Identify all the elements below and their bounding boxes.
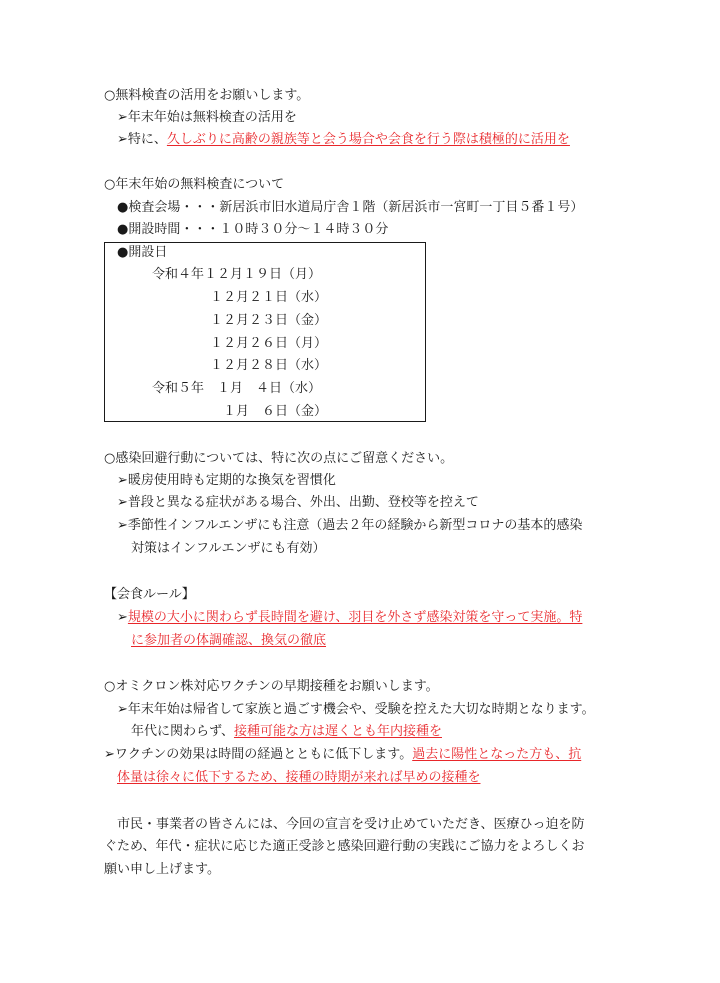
section1-item1: ➢年末年始は無料検査の活用を	[117, 110, 297, 125]
open-date: １２月２１日（水）	[210, 290, 328, 305]
section5-item2-highlight-1: 過去に陽性となった方も、抗	[412, 747, 582, 762]
section5-item2-highlight-2: 体量は徐々に低下するため、接種の時期が来れば早めの接種を	[117, 770, 481, 785]
section5-item1-line2	[131, 723, 442, 741]
section1-heading: ○無料検査の活用をお願いします。	[104, 88, 310, 103]
section5-item2-line1	[104, 746, 581, 764]
open-dates-label: ●開設日	[117, 245, 168, 260]
closing-line1: 市民・事業者の皆さんには、今回の宣言を受け止めていただき、医療ひっ迫を防	[117, 817, 585, 832]
section3-heading: ○感染回避行動については、特に次の点にご留意ください。	[104, 451, 454, 466]
dining-rules-arrow: ➢	[117, 610, 128, 625]
section5-item1-line1: ➢年末年始は帰省して家族と過ごす機会や、受験を控えた大切な時期となります。	[117, 702, 595, 717]
open-date: 令和４年１２月１９日（月）	[152, 267, 322, 282]
dining-rules-heading: 【会食ルール】	[104, 587, 195, 602]
dining-rules-highlight-1: 規模の大小に関わらず長時間を避け、羽目を外さず感染対策を守って実施。特	[127, 610, 583, 625]
section1-item2-prefix: ➢特に、	[117, 132, 167, 147]
section1-item2	[117, 131, 570, 149]
open-date: １２月２６日（月）	[210, 336, 328, 351]
section5-item1-highlight: 接種可能な方は遅くとも年内接種を	[233, 724, 442, 739]
open-date: １２月２３日（金）	[210, 313, 328, 328]
section5-item2-prefix: ➢ワクチンの効果は時間の経過とともに低下します。	[104, 747, 413, 762]
testing-hours: ●開設時間・・・１０時３０分～１４時３０分	[117, 222, 389, 237]
testing-venue: ●検査会場・・・新居浜市旧水道局庁舎１階（新居浜市一宮町一丁目５番１号）	[117, 200, 584, 215]
open-date: １月 ６日（金）	[223, 404, 328, 419]
section2-heading: ○年末年始の無料検査について	[104, 177, 285, 192]
dining-rules-highlight-2: に参加者の体調確認、換気の徹底	[131, 633, 327, 648]
section5-item2-line2	[117, 769, 480, 787]
section1-item2-highlight: 久しぶりに高齢の親族等と会う場合や会食を行う際は積極的に活用を	[166, 132, 570, 147]
open-date: １２月２８日（水）	[210, 358, 328, 373]
dining-rules-line1	[117, 609, 582, 627]
section3-item3-line2: 対策はインフルエンザにも有効）	[131, 541, 326, 556]
open-date: 令和５年 １月 ４日（水）	[152, 381, 322, 396]
section3-item3-line1: ➢季節性インフルエンザにも注意（過去２年の経験から新型コロナの基本的感染	[117, 518, 583, 533]
section5-item1-prefix: 年代に関わらず、	[131, 724, 234, 739]
section3-item2: ➢普段と異なる症状がある場合、外出、出勤、登校等を控えて	[117, 495, 479, 510]
closing-line2: ぐため、年代・症状に応じた適正受診と感染回避行動の実践にご協力をよろしくお	[104, 839, 585, 854]
dining-rules-line2	[131, 632, 326, 650]
section5-heading: ○オミクロン株対応ワクチンの早期接種をお願いします。	[104, 679, 439, 694]
section3-item1: ➢暖房使用時も定期的な換気を習慣化	[117, 473, 336, 488]
closing-line3: 願い申し上げます。	[104, 862, 220, 877]
